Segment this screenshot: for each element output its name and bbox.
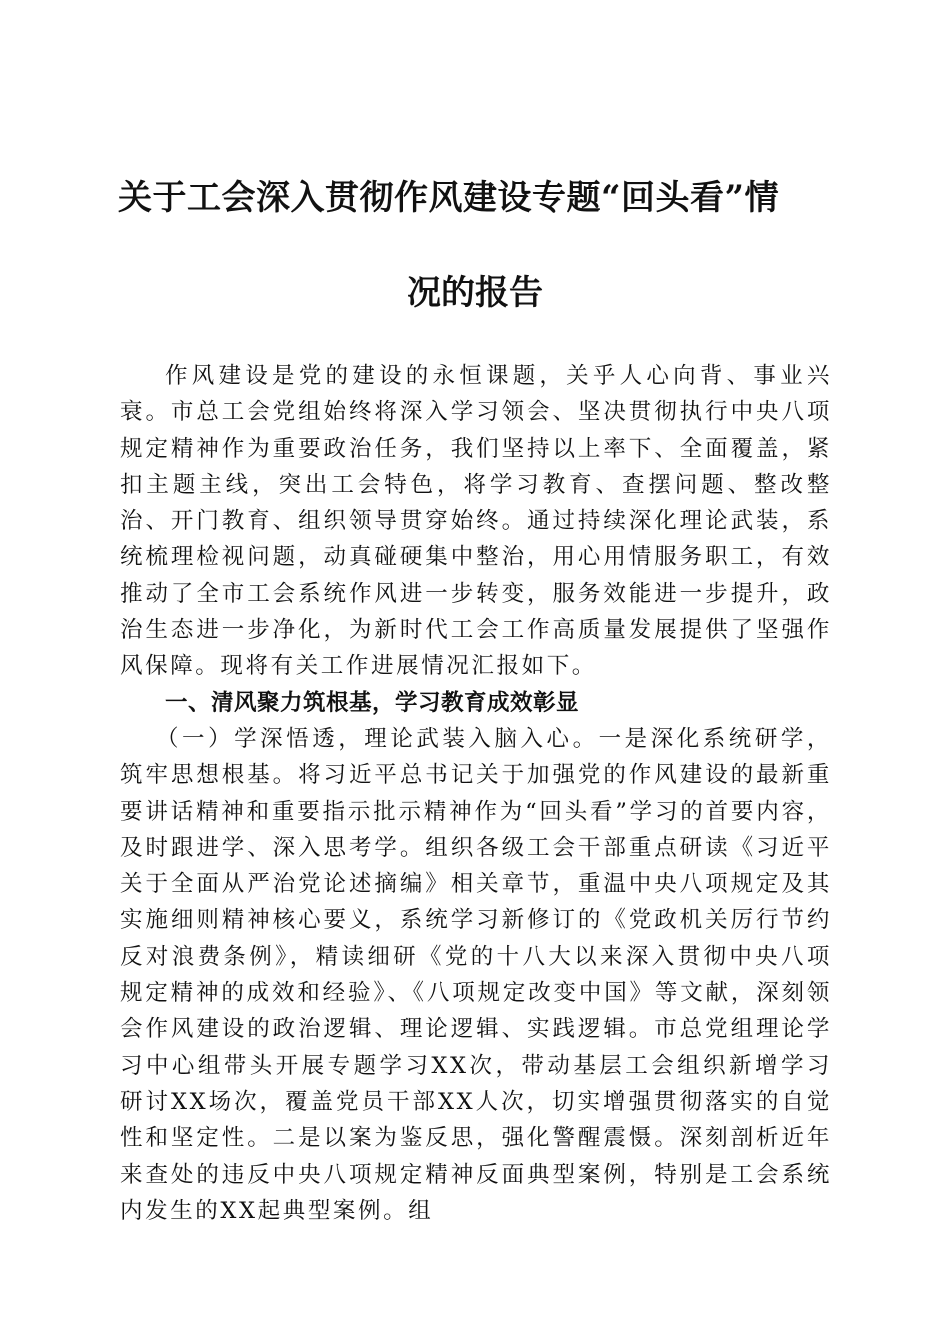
document-title-line-1: 关于工会深入贯彻作风建设专题“回头看”情 bbox=[118, 178, 780, 218]
section-1-heading: 一、清风聚力筑根基，学习教育成效彰显 bbox=[165, 689, 580, 716]
document-title-line-2: 况的报告 bbox=[407, 273, 543, 313]
document-body bbox=[120, 358, 832, 1229]
section-1-paragraph: （一）学深悟透，理论武装入脑入心。一是深化系统研学，筑牢思想根基。将习近平总书记关于加强党的作风建设的最新重要讲话精神和重要指示批示精神作为“回头看”学习的首要内容，及时跟进学、深入思考学。组织各级工会干部重点研读《习近平关于全面从严治党论述摘编》相关章节，重温中央八项规定及其实施细则精神核心要义，系统学习新修订的《党政机关厉行节约反对浪费条例》，精读细研《党的十八大以来深入贯彻中央八项规定精神的成效和经验》、《八项规定改变中国》等文献，深刻领会作风建设的政治逻辑、理论逻辑、实践逻辑。市总党组理论学习中心组带头开展专题学习XX次，带动基层工会组织新增学习研讨XX场次，覆盖党员干部XX人次，切实增强贯彻落实的自觉性和坚定性。二是以案为鉴反思，强化警醒震慑。深刻剖析近年来查处的违反中央八项规定精神反面典型案例，特别是工会系统内发生的XX起典型案例。组 bbox=[120, 725, 832, 1224]
intro-paragraph: 作风建设是党的建设的永恒课题，关乎人心向背、事业兴衰。市总工会党组始终将深入学习领会、坚决贯彻执行中央八项规定精神作为重要政治任务，我们坚持以上率下、全面覆盖，紧扣主题主线，突出工会特色，将学习教育、查摆问题、整改整治、开门教育、组织领导贯穿始终。通过持续深化理论武装，系统梳理检视问题，动真碰硬集中整治，用心用情服务职工，有效推动了全市工会系统作风进一步转变，服务效能进一步提升，政治生态进一步净化，为新时代工会工作高质量发展提供了坚强作风保障。现将有关工作进展情况汇报如下。 bbox=[120, 363, 832, 680]
